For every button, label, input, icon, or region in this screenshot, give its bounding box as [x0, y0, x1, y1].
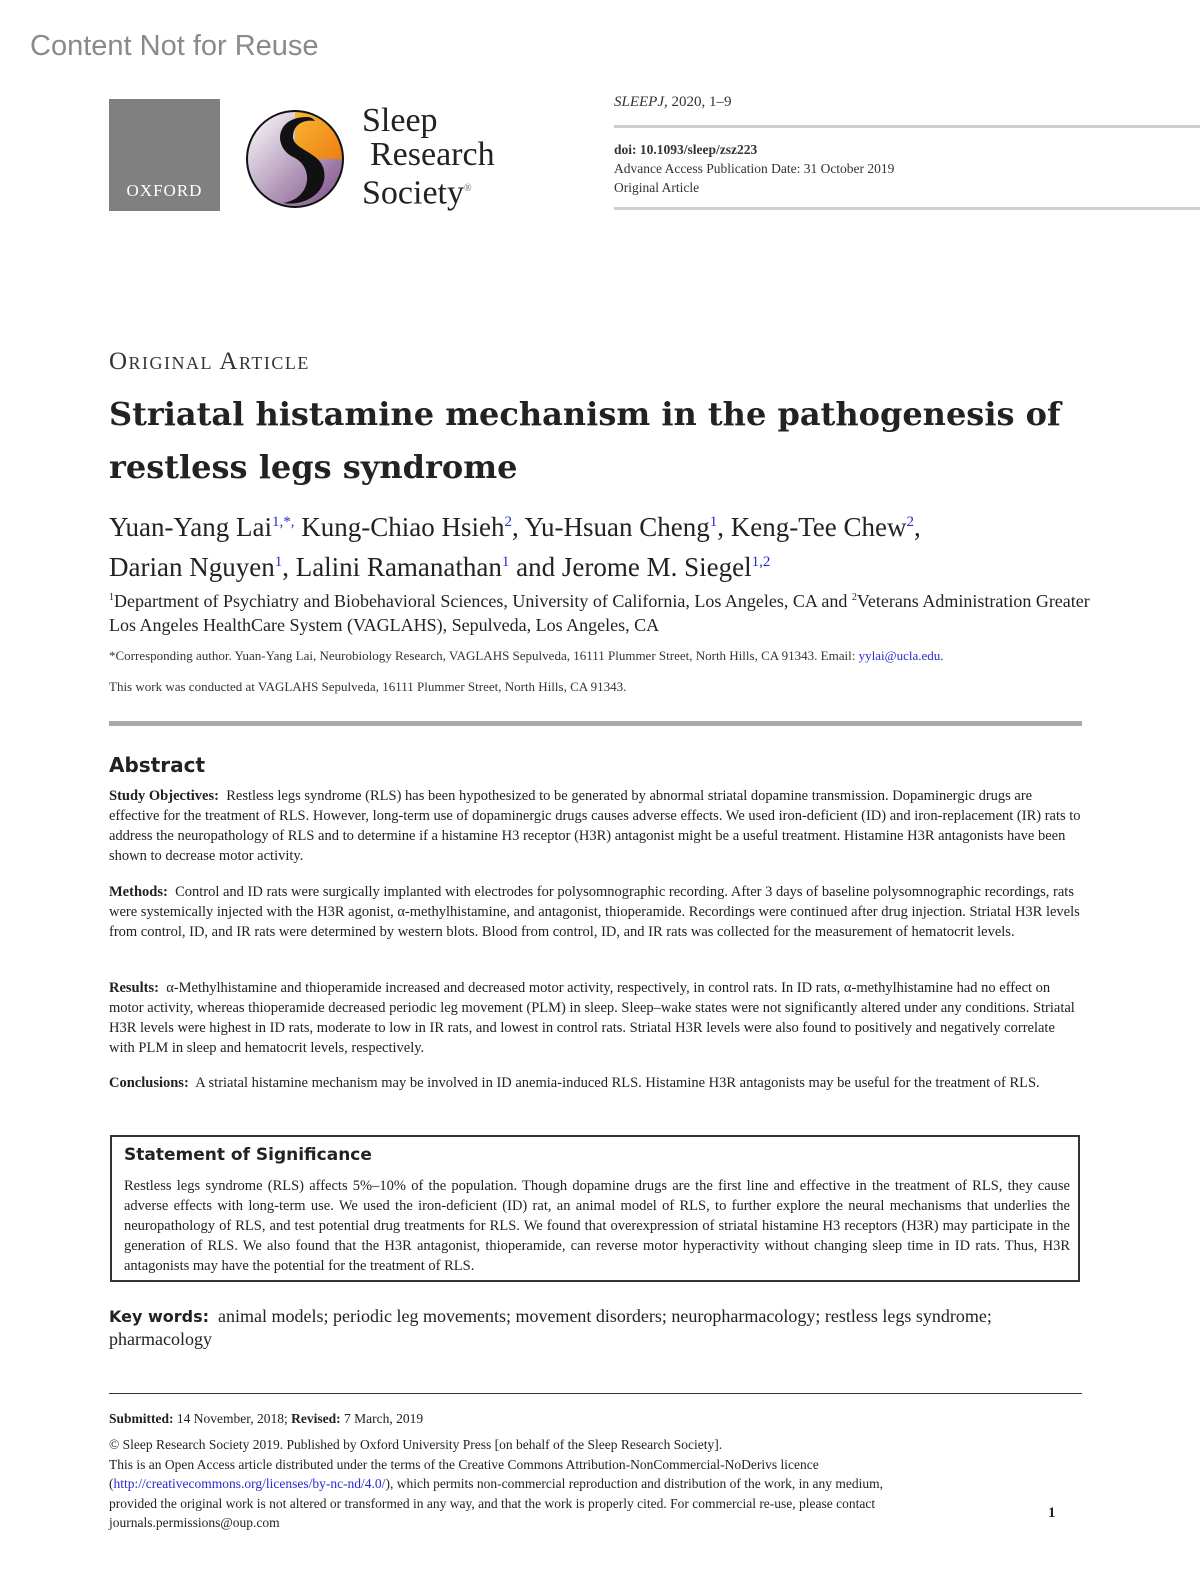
registered-mark: ®: [463, 183, 472, 194]
author-name: Keng-Tee Chew: [730, 512, 907, 542]
srs-word-society: [362, 172, 495, 210]
srs-word-society-text: Society: [362, 174, 464, 212]
author: [109, 552, 296, 582]
author-affil-sup: 1: [709, 514, 718, 530]
doi[interactable]: doi: 10.1093/sleep/zsz223: [614, 142, 758, 157]
author-affil-sup: 1: [274, 554, 283, 570]
corresponding-end: .: [940, 648, 944, 663]
author-name: Yu-Hsuan Cheng: [524, 512, 710, 542]
article-title: Striatal histamine mechanism in the pathogenesis of restless legs syndrome: [109, 395, 1061, 486]
author: [731, 512, 921, 542]
objectives-text: Restless legs syndrome (RLS) has been hypothesized to be generated by abnormal striatal dopamine transmission. Dopaminergic drugs are effective for the treatment of RLS. However, long-term use of dopaminergic drugs causes adverse effects. We used iron-deficient (ID) and iron-replacement (IR) rats to address the neuropathology of RLS and to determine if a histamine H3 receptor (H3R) antagonist might be a useful treatment. Histamine H3R antagonists have been shown to decrease motor activity.: [109, 788, 1081, 864]
results-label: Results:: [109, 980, 159, 996]
author-separator: and: [509, 552, 562, 582]
article-meta: [614, 140, 894, 197]
conclusions-text: A striatal histamine mechanism may be involved in ID anemia-induced RLS. Histamine H3R antagonists may be useful for the treatment of RLS.: [195, 1075, 1040, 1091]
journal-name: SLEEPJ: [614, 94, 664, 110]
abstract-divider: [109, 721, 1082, 726]
author-list: [109, 505, 1109, 585]
author-affil-sup: 2: [906, 514, 915, 530]
author-affil-sup: 1,*,: [272, 514, 295, 530]
author-separator: ,: [914, 512, 921, 542]
license-pre: This is an Open Access article distributed under the terms of the Creative Commons Attribution-NonCommercial-NoDerivs licence (: [109, 1456, 819, 1491]
abstract-conclusions: [109, 1073, 1082, 1093]
author: [524, 512, 730, 542]
author-affil-sup: 1: [501, 554, 510, 570]
author-affil-sup: 1,2: [751, 554, 771, 570]
affil-text-1: Department of Psychiatry and Biobehavioral Sciences, University of California, Los Angeles, CA and: [114, 591, 852, 611]
author: [562, 552, 770, 582]
keywords-text: animal models; periodic leg movements; movement disorders; neuropharmacology; restless legs syndrome; pharmacology: [109, 1306, 992, 1349]
author-separator: ,: [717, 512, 731, 542]
revised-date: 7 March, 2019: [340, 1411, 424, 1426]
conclusions-label: Conclusions:: [109, 1075, 189, 1091]
significance-title: Statement of Significance: [124, 1145, 372, 1165]
author-separator: ,: [282, 552, 296, 582]
page-number: 1: [1048, 1505, 1056, 1521]
journal-citation: [614, 94, 732, 111]
abstract-methods: [109, 882, 1082, 942]
watermark-text: Content Not for Reuse: [30, 30, 319, 62]
journal-volume: , 2020, 1–9: [664, 94, 732, 110]
license-block: [109, 1435, 909, 1533]
objectives-label: Study Objectives:: [109, 788, 219, 804]
abstract-heading: Abstract: [109, 753, 206, 777]
srs-word-sleep: Sleep: [362, 102, 438, 139]
sleep-research-society-logo-icon: [245, 107, 345, 211]
author-separator: ,: [511, 512, 525, 542]
author-name: Yuan-Yang Lai: [109, 512, 272, 542]
oxford-logo: [109, 99, 220, 211]
author: [296, 552, 562, 582]
author-name: Lalini Ramanathan: [295, 552, 502, 582]
header-rule-bottom: [614, 207, 1200, 210]
author-name: Darian Nguyen: [109, 552, 275, 582]
submitted-date: 14 November, 2018;: [173, 1411, 292, 1426]
keywords-label: Key words:: [109, 1307, 210, 1326]
footer-rule: [109, 1393, 1082, 1394]
copyright-line: © Sleep Research Society 2019. Published by Oxford University Press [on behalf of the Sleep Research Society].: [109, 1437, 723, 1452]
work-conducted-note: This work was conducted at VAGLAHS Sepulveda, 16111 Plummer Street, North Hills, CA 91343.: [109, 679, 627, 694]
affil-text-2: Veterans Administration Greater Los Angeles HealthCare System (VAGLAHS), Sepulveda, Los Angeles, CA: [109, 591, 1090, 635]
section-kicker: Original Article: [109, 348, 310, 375]
author-affil-sup: 2: [504, 514, 512, 530]
affil-sup-1: 1: [109, 592, 114, 603]
abstract-results: [109, 978, 1082, 1058]
affiliations: [109, 586, 1109, 637]
advance-access-date: Advance Access Publication Date: 31 October 2019: [614, 161, 895, 176]
submitted-label: Submitted:: [109, 1411, 174, 1426]
srs-wordmark: [362, 104, 495, 210]
license-text: [109, 1455, 909, 1533]
author-name: Jerome M. Siegel: [561, 552, 752, 582]
author-name: Kung-Chiao Hsieh: [301, 512, 505, 542]
license-post: ), which permits non-commercial reproduction and distribution of the work, in any medium, provided the original work is not altered or transformed in any way, and that the work is properly cited. For commercial re-use, please contact journals.permissions@oup.com: [109, 1476, 883, 1530]
abstract-objectives: [109, 786, 1082, 866]
author: [109, 512, 301, 542]
srs-word-research: Research: [370, 136, 495, 173]
email-link[interactable]: yylai@ucla.edu: [858, 648, 941, 663]
methods-text: Control and ID rats were surgically implanted with electrodes for polysomnographic recording. After 3 days of baseline polysomnographic recordings, rats were systemically injected with the H3R agonist, α-methylhistamine, and antagonist, thioperamide. Recordings were continued after drug injection. Striatal H3R levels from control, ID, and IR rats were determined by western blots. Blood from control, ID, and IR rats was collected for the measurement of hematocrit levels.: [109, 884, 1080, 940]
keywords: [109, 1305, 1089, 1351]
header-rule-top: [614, 125, 1200, 128]
corresponding-text: *Corresponding author. Yuan-Yang Lai, Neurobiology Research, VAGLAHS Sepulveda, 16111 Plummer Street, North Hills, CA 91343. Email:: [109, 648, 859, 663]
results-text: α-Methylhistamine and thioperamide increased and decreased motor activity, respectively, in control rats. In ID rats, α-methylhistamine had no effect on motor activity, whereas thioperamide decreased periodic leg movement (PLM) in sleep. Sleep–wake states were not significantly altered under any conditions. Striatal H3R levels were highest in ID rats, moderate to low in IR rats, and lowest in control rats. Striatal H3R levels were also found to positively and negatively correlate with PLM in sleep and hematocrit levels, respectively.: [109, 980, 1075, 1056]
author: [301, 512, 524, 542]
oxford-logo-label: OXFORD: [126, 181, 203, 200]
corresponding-author: [109, 648, 1189, 664]
methods-label: Methods:: [109, 884, 168, 900]
article-type: Original Article: [614, 180, 700, 195]
significance-text: Restless legs syndrome (RLS) affects 5%–10% of the population. Though dopamine drugs are the first line and effective in the treatment of RLS, they cause adverse effects with long-term use. We used the iron-deficient (ID) rat, an animal model of RLS, to further explore the neural mechanisms that underlies the neuropathology of RLS, and test potential drug treatments for RLS. We found that overexpression of striatal histamine H3 receptors (H3R) may participate in the generation of RLS. We also found that the H3R antagonist, thioperamide, can reverse motor hyperactivity without changing sleep time in ID rats. Thus, H3R antagonists may have the potential for the treatment of RLS.: [124, 1178, 1070, 1274]
revised-label: Revised:: [291, 1411, 341, 1426]
license-link[interactable]: http://creativecommons.org/licenses/by-nc-nd/4.0/: [113, 1476, 386, 1491]
affil-sup-2: 2: [851, 592, 857, 603]
submission-dates: [109, 1411, 423, 1427]
